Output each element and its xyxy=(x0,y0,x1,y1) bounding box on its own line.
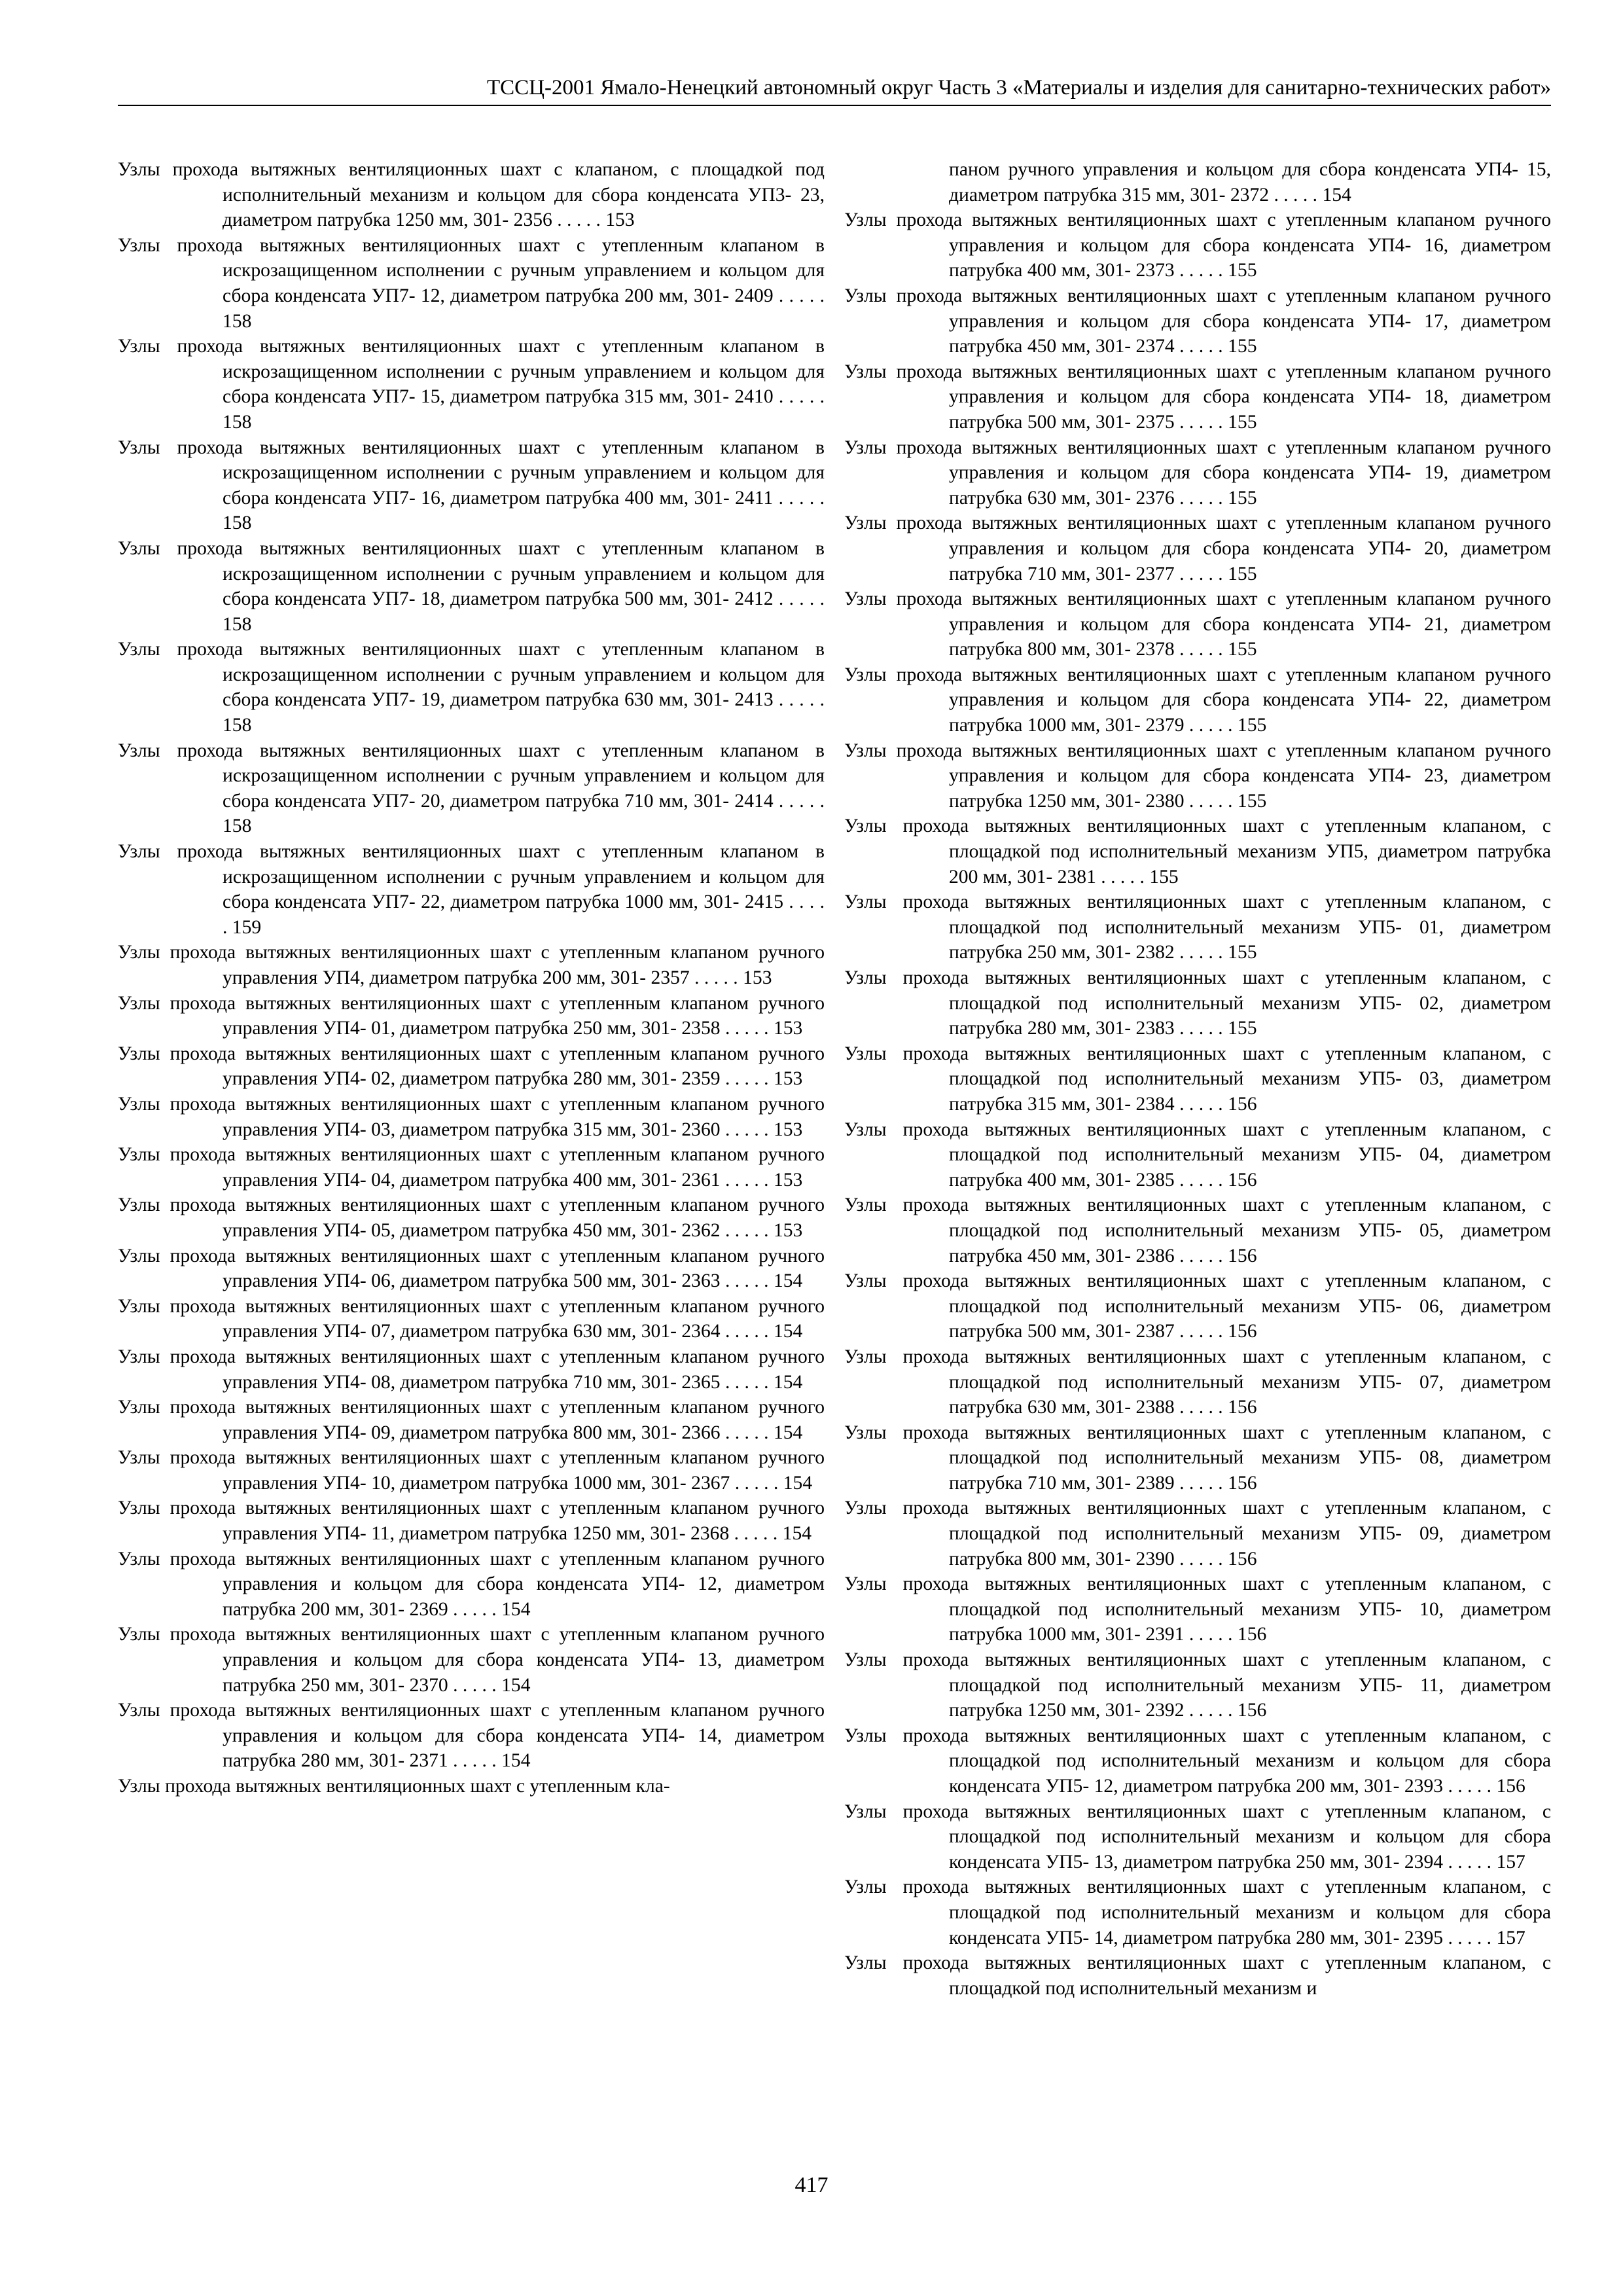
index-entry: Узлы прохода вытяжных вентиляционных шахт с утепленным клапаном в искрозащищенном исполнении с ручным управлением и кольцом для сбора конденсата УП7- 15, диаметром патрубка 315 мм, 301- 2410 . . . . . 158 xyxy=(118,336,825,433)
entry-page-ref: 153 xyxy=(773,1068,803,1090)
index-entry: Узлы прохода вытяжных вентиляционных шахт с утепленным клапаном в искрозащищенном исполнении с ручным управлением и кольцом для сбора конденсата УП7- 18, диаметром патрубка 500 мм, 301- 2412 . . . . . 158 xyxy=(118,537,825,635)
entry-text: Узлы прохода вытяжных вентиляционных шахт с клапаном, с площадкой под исполнительный механизм и кольцом для сбора конденсата УП3- 23, диаметром патрубка 1250 мм, 301- 2356 xyxy=(118,159,825,231)
page-number: 417 xyxy=(794,2173,829,2197)
entry-page-ref: 154 xyxy=(501,1674,531,1696)
entry-page-ref: 154 xyxy=(783,1472,813,1494)
index-entry: Узлы прохода вытяжных вентиляционных шахт с утепленным клапаном, с площадкой под исполнительный механизм УП5- 07, диаметром патрубка 630 мм, 301- 2388 . . . . . 156 xyxy=(844,1346,1551,1418)
entry-page-ref: 153 xyxy=(773,1219,803,1241)
entry-page-ref: 155 xyxy=(1149,866,1179,888)
entry-text: Узлы прохода вытяжных вентиляционных шахт с утепленным клапаном ручного управления УП4- 06, диаметром патрубка 500 мм, 301- 2363 xyxy=(118,1245,825,1292)
index-entry: Узлы прохода вытяжных вентиляционных шахт с утепленным клапаном, с площадкой под исполнительный механизм УП5- 05, диаметром патрубка 450 мм, 301- 2386 . . . . . 156 xyxy=(844,1194,1551,1266)
index-entry: Узлы прохода вытяжных вентиляционных шахт с утепленным клапаном ручного управления УП4- 01, диаметром патрубка 250 мм, 301- 2358 . . . . . 153 xyxy=(118,992,825,1039)
entry-text: Узлы прохода вытяжных вентиляционных шахт с утепленным клапаном в искрозащищенном исполнении с ручным управлением и кольцом для сбора конденсата УП7- 12, диаметром патрубка 200 мм, 301- 2409 xyxy=(118,234,825,306)
entry-page-ref: 153 xyxy=(605,209,635,231)
entry-text: Узлы прохода вытяжных вентиляционных шахт с утепленным клапаном ручного управления УП4- 04, диаметром патрубка 400 мм, 301- 2361 xyxy=(118,1144,825,1191)
entry-text: Узлы прохода вытяжных вентиляционных шахт с утепленным клапаном ручного управления и кольцом для сбора конденсата УП4- 16, диаметром патрубка 400 мм, 301- 2373 xyxy=(844,209,1551,281)
entry-text: Узлы прохода вытяжных вентиляционных шахт с утепленным клапаном, с площадкой под исполнительный механизм УП5- 02, диаметром патрубка 280 мм, 301- 2383 xyxy=(844,967,1551,1039)
entry-page-ref: 154 xyxy=(1322,184,1351,206)
entry-text: Узлы прохода вытяжных вентиляционных шахт с утепленным клапаном ручного управления УП4- 03, диаметром патрубка 315 мм, 301- 2360 xyxy=(118,1093,825,1140)
entry-page-ref: 155 xyxy=(1228,942,1257,963)
index-entry: паном ручного управления и кольцом для сбора конденсата УП4- 15, диаметром патрубка 315 мм, 301- 2372 . . . . . 154 xyxy=(949,159,1551,206)
index-entry: Узлы прохода вытяжных вентиляционных шахт с утепленным клапаном ручного управления и кольцом для сбора конденсата УП4- 16, диаметром патрубка 400 мм, 301- 2373 . . . . . 155 xyxy=(844,209,1551,281)
entry-text: Узлы прохода вытяжных вентиляционных шахт с утепленным клапаном, с площадкой под исполнительный механизм УП5- 07, диаметром патрубка 630 мм, 301- 2388 xyxy=(844,1346,1551,1418)
index-entry: Узлы прохода вытяжных вентиляционных шахт с утепленным клапаном ручного управления и кольцом для сбора конденсата УП4- 18, диаметром патрубка 500 мм, 301- 2375 . . . . . 155 xyxy=(844,361,1551,433)
entry-text: Узлы прохода вытяжных вентиляционных шахт с утепленным клапаном в искрозащищенном исполнении с ручным управлением и кольцом для сбора конденсата УП7- 16, диаметром патрубка 400 мм, 301- 2411 xyxy=(118,437,825,509)
entry-page-ref: 153 xyxy=(773,1169,803,1191)
index-entry: Узлы прохода вытяжных вентиляционных шахт с утепленным клапаном в искрозащищенном исполнении с ручным управлением и кольцом для сбора конденсата УП7- 19, диаметром патрубка 630 мм, 301- 2413 . . . . . 158 xyxy=(118,639,825,736)
index-entry: Узлы прохода вытяжных вентиляционных шахт с утепленным клапаном ручного управления и кольцом для сбора конденсата УП4- 23, диаметром патрубка 1250 мм, 301- 2380 . . . . . 155 xyxy=(844,740,1551,812)
entry-text: Узлы прохода вытяжных вентиляционных шахт с утепленным клапаном ручного управления и кольцом для сбора конденсата УП4- 17, диаметром патрубка 450 мм, 301- 2374 xyxy=(844,285,1551,357)
entry-page-ref: 158 xyxy=(223,411,252,433)
index-entry: Узлы прохода вытяжных вентиляционных шахт с утепленным клапаном, с площадкой под исполнительный механизм УП5- 09, диаметром патрубка 800 мм, 301- 2390 . . . . . 156 xyxy=(844,1498,1551,1570)
entry-page-ref: 154 xyxy=(773,1321,803,1342)
entry-page-ref: 155 xyxy=(1228,336,1257,357)
index-entry: Узлы прохода вытяжных вентиляционных шахт с клапаном, с площадкой под исполнительный механизм и кольцом для сбора конденсата УП3- 23, диаметром патрубка 1250 мм, 301- 2356 . . . . . 153 xyxy=(118,159,825,231)
index-entry: Узлы прохода вытяжных вентиляционных шахт с утепленным клапаном ручного управления и кольцом для сбора конденсата УП4- 21, диаметром патрубка 800 мм, 301- 2378 . . . . . 155 xyxy=(844,588,1551,660)
entry-page-ref: 155 xyxy=(1237,790,1267,812)
index-entry: Узлы прохода вытяжных вентиляционных шахт с утепленным клапаном ручного управления и кольцом для сбора конденсата УП4- 20, диаметром патрубка 710 мм, 301- 2377 . . . . . 155 xyxy=(844,512,1551,584)
entry-text: Узлы прохода вытяжных вентиляционных шахт с утепленным клапаном, с площадкой под исполнительный механизм и кольцом для сбора конденсата УП5- 14, диаметром патрубка 280 мм, 301- 2395 xyxy=(844,1876,1551,1948)
entry-page-ref: 155 xyxy=(1228,260,1257,281)
entry-text: Узлы прохода вытяжных вентиляционных шахт с утепленным клапаном ручного управления УП4, диаметром патрубка 200 мм, 301- 2357 xyxy=(118,942,825,988)
entry-page-ref: 159 xyxy=(232,916,262,938)
index-entry: Узлы прохода вытяжных вентиляционных шахт с утепленным клапаном, с площадкой под исполнительный механизм УП5- 06, диаметром патрубка 500 мм, 301- 2387 . . . . . 156 xyxy=(844,1270,1551,1342)
entry-page-ref: 158 xyxy=(223,715,252,736)
index-entry: Узлы прохода вытяжных вентиляционных шахт с утепленным клапаном ручного управления УП4- 03, диаметром патрубка 315 мм, 301- 2360 . . . . . 153 xyxy=(118,1093,825,1140)
entry-page-ref: 155 xyxy=(1228,411,1257,433)
entry-text: Узлы прохода вытяжных вентиляционных шахт с утепленным клапаном ручного управления УП4- 07, диаметром патрубка 630 мм, 301- 2364 xyxy=(118,1295,825,1342)
entry-text: Узлы прохода вытяжных вентиляционных шахт с утепленным клапаном ручного управления и кольцом для сбора конденсата УП4- 12, диаметром патрубка 200 мм, 301- 2369 xyxy=(118,1548,825,1620)
index-entry: Узлы прохода вытяжных вентиляционных шахт с утепленным клапаном, с площадкой под исполнительный механизм и кольцом для сбора конденсата УП5- 13, диаметром патрубка 250 мм, 301- 2394 . . . . . 157 xyxy=(844,1801,1551,1873)
entry-page-ref: 155 xyxy=(1228,563,1257,584)
entry-page-ref: 158 xyxy=(223,310,252,332)
entry-page-ref: 157 xyxy=(1496,1927,1525,1948)
index-column-right xyxy=(844,157,1551,2001)
entry-page-ref: 155 xyxy=(1228,639,1257,660)
entry-page-ref: 155 xyxy=(1237,715,1267,736)
index-entry: Узлы прохода вытяжных вентиляционных шахт с утепленным клапаном, с площадкой под исполнительный механизм УП5- 10, диаметром патрубка 1000 мм, 301- 2391 . . . . . 156 xyxy=(844,1573,1551,1645)
entry-text: Узлы прохода вытяжных вентиляционных шахт с утепленным клапаном ручного управления УП4- 01, диаметром патрубка 250 мм, 301- 2358 xyxy=(118,992,825,1039)
index-entry: Узлы прохода вытяжных вентиляционных шахт с утепленным клапаном ручного управления УП4- 09, диаметром патрубка 800 мм, 301- 2366 . . . . . 154 xyxy=(118,1397,825,1443)
index-entry: Узлы прохода вытяжных вентиляционных шахт с утепленным клапаном, с площадкой под исполнительный механизм УП5- 04, диаметром патрубка 400 мм, 301- 2385 . . . . . 156 xyxy=(844,1119,1551,1191)
entry-page-ref: 158 xyxy=(223,816,252,837)
entry-page-ref: 155 xyxy=(1228,487,1257,509)
index-entry: Узлы прохода вытяжных вентиляционных шахт с утепленным клапаном ручного управления УП4- 02, диаметром патрубка 280 мм, 301- 2359 . . . . . 153 xyxy=(118,1043,825,1090)
entry-text: Узлы прохода вытяжных вентиляционных шахт с утепленным клапаном, с площадкой под исполнительный механизм УП5, диаметром патрубка 200 мм, 301- 2381 xyxy=(844,816,1551,888)
index-column-left xyxy=(118,157,825,1799)
header-title: ТССЦ-2001 Ямало-Ненецкий автономный округ Часть 3 «Материалы и изделия для санитарно-технических работ» xyxy=(486,76,1551,99)
entry-text: Узлы прохода вытяжных вентиляционных шахт с утепленным кла- xyxy=(118,1776,670,1797)
index-entry: Узлы прохода вытяжных вентиляционных шахт с утепленным клапаном ручного управления УП4- 07, диаметром патрубка 630 мм, 301- 2364 . . . . . 154 xyxy=(118,1295,825,1342)
entry-text: Узлы прохода вытяжных вентиляционных шахт с утепленным клапаном в искрозащищенном исполнении с ручным управлением и кольцом для сбора конденсата УП7- 15, диаметром патрубка 315 мм, 301- 2410 xyxy=(118,336,825,408)
entry-page-ref: 158 xyxy=(223,613,252,635)
entry-text: Узлы прохода вытяжных вентиляционных шахт с утепленным клапаном ручного управления и кольцом для сбора конденсата УП4- 21, диаметром патрубка 800 мм, 301- 2378 xyxy=(844,588,1551,660)
index-entry: Узлы прохода вытяжных вентиляционных шахт с утепленным клапаном ручного управления и кольцом для сбора конденсата УП4- 19, диаметром патрубка 630 мм, 301- 2376 . . . . . 155 xyxy=(844,437,1551,509)
index-entry: Узлы прохода вытяжных вентиляционных шахт с утепленным клапаном, с площадкой под исполнительный механизм и кольцом для сбора конденсата УП5- 14, диаметром патрубка 280 мм, 301- 2395 . . . . . 157 xyxy=(844,1876,1551,1948)
index-entry: Узлы прохода вытяжных вентиляционных шахт с утепленным клапаном, с площадкой под исполнительный механизм УП5, диаметром патрубка 200 мм, 301- 2381 . . . . . 155 xyxy=(844,816,1551,888)
index-entry xyxy=(844,1950,1551,2001)
index-entry: Узлы прохода вытяжных вентиляционных шахт с утепленным клапаном ручного управления УП4- 08, диаметром патрубка 710 мм, 301- 2365 . . . . . 154 xyxy=(118,1346,825,1393)
index-entry: Узлы прохода вытяжных вентиляционных шахт с утепленным клапаном ручного управления УП4- 05, диаметром патрубка 450 мм, 301- 2362 . . . . . 153 xyxy=(118,1194,825,1241)
entry-text: Узлы прохода вытяжных вентиляционных шахт с утепленным клапаном ручного управления УП4- 05, диаметром патрубка 450 мм, 301- 2362 xyxy=(118,1194,825,1241)
entry-text: Узлы прохода вытяжных вентиляционных шахт с утепленным клапаном, с площадкой под исполнительный механизм УП5- 03, диаметром патрубка 315 мм, 301- 2384 xyxy=(844,1043,1551,1115)
entry-text: Узлы прохода вытяжных вентиляционных шахт с утепленным клапаном, с площадкой под исполнительный механизм УП5- 08, диаметром патрубка 710 мм, 301- 2389 xyxy=(844,1422,1551,1494)
entry-page-ref: 156 xyxy=(1496,1776,1525,1797)
entry-page-ref: 154 xyxy=(773,1270,803,1292)
index-entry: Узлы прохода вытяжных вентиляционных шахт с утепленным клапаном ручного управления и кольцом для сбора конденсата УП4- 17, диаметром патрубка 450 мм, 301- 2374 . . . . . 155 xyxy=(844,285,1551,357)
index-entry xyxy=(118,1774,825,1799)
entry-text: Узлы прохода вытяжных вентиляционных шахт с утепленным клапаном, с площадкой под исполнительный механизм и кольцом для сбора конденсата УП5- 12, диаметром патрубка 200 мм, 301- 2393 xyxy=(844,1725,1551,1797)
entry-text: Узлы прохода вытяжных вентиляционных шахт с утепленным клапаном, с площадкой под исполнительный механизм УП5- 11, диаметром патрубка 1250 мм, 301- 2392 xyxy=(844,1649,1551,1721)
entry-page-ref: 154 xyxy=(501,1598,531,1620)
entry-page-ref: 156 xyxy=(1237,1700,1267,1721)
index-entry: Узлы прохода вытяжных вентиляционных шахт с утепленным клапаном ручного управления УП4- 11, диаметром патрубка 1250 мм, 301- 2368 . . . . . 154 xyxy=(118,1498,825,1545)
index-entry: Узлы прохода вытяжных вентиляционных шахт с утепленным клапаном ручного управления УП4- 06, диаметром патрубка 500 мм, 301- 2363 . . . . . 154 xyxy=(118,1245,825,1292)
entry-text: Узлы прохода вытяжных вентиляционных шахт с утепленным клапаном, с площадкой под исполнительный механизм УП5- 01, диаметром патрубка 250 мм, 301- 2382 xyxy=(844,891,1551,963)
index-entry: Узлы прохода вытяжных вентиляционных шахт с утепленным клапаном ручного управления УП4- 04, диаметром патрубка 400 мм, 301- 2361 . . . . . 153 xyxy=(118,1144,825,1191)
entry-page-ref: 153 xyxy=(743,967,772,988)
entry-page-ref: 156 xyxy=(1228,1245,1257,1266)
entry-page-ref: 156 xyxy=(1228,1397,1257,1418)
entry-page-ref: 156 xyxy=(1228,1093,1257,1115)
entry-text: Узлы прохода вытяжных вентиляционных шахт с утепленным клапаном ручного управления и кольцом для сбора конденсата УП4- 19, диаметром патрубка 630 мм, 301- 2376 xyxy=(844,437,1551,509)
index-entry: Узлы прохода вытяжных вентиляционных шахт с утепленным клапаном в искрозащищенном исполнении с ручным управлением и кольцом для сбора конденсата УП7- 16, диаметром патрубка 400 мм, 301- 2411 . . . . . 158 xyxy=(118,437,825,534)
entry-page-ref: 158 xyxy=(223,512,252,534)
entry-text: Узлы прохода вытяжных вентиляционных шахт с утепленным клапаном ручного управления УП4- 08, диаметром патрубка 710 мм, 301- 2365 xyxy=(118,1346,825,1393)
running-header xyxy=(118,71,1551,106)
entry-page-ref: 154 xyxy=(773,1422,803,1443)
entry-text: Узлы прохода вытяжных вентиляционных шахт с утепленным клапаном, с площадкой под исполнительный механизм УП5- 05, диаметром патрубка 450 мм, 301- 2386 xyxy=(844,1194,1551,1266)
entry-page-ref: 156 xyxy=(1237,1624,1267,1645)
entry-page-ref: 154 xyxy=(501,1750,531,1772)
entry-text: Узлы прохода вытяжных вентиляционных шахт с утепленным клапаном в искрозащищенном исполнении с ручным управлением и кольцом для сбора конденсата УП7- 20, диаметром патрубка 710 мм, 301- 2414 xyxy=(118,740,825,812)
entry-page-ref: 155 xyxy=(1228,1018,1257,1039)
entry-text: Узлы прохода вытяжных вентиляционных шахт с утепленным клапаном, с площадкой под исполнительный механизм УП5- 06, диаметром патрубка 500 мм, 301- 2387 xyxy=(844,1270,1551,1342)
entry-text: Узлы прохода вытяжных вентиляционных шахт с утепленным клапаном ручного управления УП4- 02, диаметром патрубка 280 мм, 301- 2359 xyxy=(118,1043,825,1090)
entry-text: Узлы прохода вытяжных вентиляционных шахт с утепленным клапаном в искрозащищенном исполнении с ручным управлением и кольцом для сбора конденсата УП7- 19, диаметром патрубка 630 мм, 301- 2413 xyxy=(118,639,825,711)
index-entry: Узлы прохода вытяжных вентиляционных шахт с утепленным клапаном ручного управления УП4- 10, диаметром патрубка 1000 мм, 301- 2367 . . . . . 154 xyxy=(118,1447,825,1494)
index-entry: Узлы прохода вытяжных вентиляционных шахт с утепленным клапаном, с площадкой под исполнительный механизм УП5- 01, диаметром патрубка 250 мм, 301- 2382 . . . . . 155 xyxy=(844,891,1551,963)
index-entry: Узлы прохода вытяжных вентиляционных шахт с утепленным клапаном в искрозащищенном исполнении с ручным управлением и кольцом для сбора конденсата УП7- 22, диаметром патрубка 1000 мм, 301- 2415 . . . . . 159 xyxy=(118,841,825,938)
entry-text: Узлы прохода вытяжных вентиляционных шахт с утепленным клапаном ручного управления УП4- 10, диаметром патрубка 1000 мм, 301- 2367 xyxy=(118,1447,825,1494)
index-entry: Узлы прохода вытяжных вентиляционных шахт с утепленным клапаном, с площадкой под исполнительный механизм УП5- 02, диаметром патрубка 280 мм, 301- 2383 . . . . . 155 xyxy=(844,967,1551,1039)
entry-text: Узлы прохода вытяжных вентиляционных шахт с утепленным клапаном в искрозащищенном исполнении с ручным управлением и кольцом для сбора конденсата УП7- 18, диаметром патрубка 500 мм, 301- 2412 xyxy=(118,537,825,610)
entry-text: Узлы прохода вытяжных вентиляционных шахт с утепленным клапаном ручного управления и кольцом для сбора конденсата УП4- 14, диаметром патрубка 280 мм, 301- 2371 xyxy=(118,1700,825,1772)
entry-page-ref: 156 xyxy=(1228,1548,1257,1570)
entry-page-ref: 153 xyxy=(773,1119,803,1140)
entry-text: Узлы прохода вытяжных вентиляционных шахт с утепленным клапаном ручного управления УП4- 09, диаметром патрубка 800 мм, 301- 2366 xyxy=(118,1397,825,1443)
entry-text: Узлы прохода вытяжных вентиляционных шахт с утепленным клапаном, с площадкой под исполнительный механизм УП5- 04, диаметром патрубка 400 мм, 301- 2385 xyxy=(844,1119,1551,1191)
entry-text: Узлы прохода вытяжных вентиляционных шахт с утепленным клапаном, с площадкой под исполнительный механизм и кольцом для сбора конденсата УП5- 13, диаметром патрубка 250 мм, 301- 2394 xyxy=(844,1801,1551,1873)
index-entry: Узлы прохода вытяжных вентиляционных шахт с утепленным клапаном ручного управления и кольцом для сбора конденсата УП4- 13, диаметром патрубка 250 мм, 301- 2370 . . . . . 154 xyxy=(118,1624,825,1696)
index-entry: Узлы прохода вытяжных вентиляционных шахт с утепленным клапаном, с площадкой под исполнительный механизм и кольцом для сбора конденсата УП5- 12, диаметром патрубка 200 мм, 301- 2393 . . . . . 156 xyxy=(844,1725,1551,1797)
entry-page-ref: 156 xyxy=(1228,1169,1257,1191)
index-entry: Узлы прохода вытяжных вентиляционных шахт с утепленным клапаном ручного управления и кольцом для сбора конденсата УП4- 12, диаметром патрубка 200 мм, 301- 2369 . . . . . 154 xyxy=(118,1548,825,1620)
entry-page-ref: 153 xyxy=(773,1018,803,1039)
index-entry: Узлы прохода вытяжных вентиляционных шахт с утепленным клапаном ручного управления и кольцом для сбора конденсата УП4- 14, диаметром патрубка 280 мм, 301- 2371 . . . . . 154 xyxy=(118,1700,825,1772)
index-entry: Узлы прохода вытяжных вентиляционных шахт с утепленным клапаном, с площадкой под исполнительный механизм УП5- 03, диаметром патрубка 315 мм, 301- 2384 . . . . . 156 xyxy=(844,1043,1551,1115)
entry-page-ref: 154 xyxy=(782,1523,812,1545)
entry-text: Узлы прохода вытяжных вентиляционных шахт с утепленным клапаном ручного управления и кольцом для сбора конденсата УП4- 18, диаметром патрубка 500 мм, 301- 2375 xyxy=(844,361,1551,433)
entry-page-ref: 156 xyxy=(1228,1472,1257,1494)
index-entry: Узлы прохода вытяжных вентиляционных шахт с утепленным клапаном, с площадкой под исполнительный механизм УП5- 08, диаметром патрубка 710 мм, 301- 2389 . . . . . 156 xyxy=(844,1422,1551,1494)
index-entry: Узлы прохода вытяжных вентиляционных шахт с утепленным клапаном ручного управления УП4, диаметром патрубка 200 мм, 301- 2357 . . . . . 153 xyxy=(118,942,825,988)
entry-page-ref: 157 xyxy=(1496,1851,1525,1873)
entry-text: Узлы прохода вытяжных вентиляционных шахт с утепленным клапаном, с площадкой под исполнительный механизм УП5- 09, диаметром патрубка 800 мм, 301- 2390 xyxy=(844,1498,1551,1570)
entry-text: Узлы прохода вытяжных вентиляционных шахт с утепленным клапаном в искрозащищенном исполнении с ручным управлением и кольцом для сбора конденсата УП7- 22, диаметром патрубка 1000 мм, 301- 2415 xyxy=(118,841,825,913)
entry-text: Узлы прохода вытяжных вентиляционных шахт с утепленным клапаном ручного управления УП4- 11, диаметром патрубка 1250 мм, 301- 2368 xyxy=(118,1498,825,1545)
entry-text: Узлы прохода вытяжных вентиляционных шахт с утепленным клапаном ручного управления и кольцом для сбора конденсата УП4- 13, диаметром патрубка 250 мм, 301- 2370 xyxy=(118,1624,825,1696)
entry-text: Узлы прохода вытяжных вентиляционных шахт с утепленным клапаном ручного управления и кольцом для сбора конденсата УП4- 22, диаметром патрубка 1000 мм, 301- 2379 xyxy=(844,664,1551,736)
entry-text: Узлы прохода вытяжных вентиляционных шахт с утепленным клапаном, с площадкой под исполнительный механизм и xyxy=(844,1952,1551,1999)
entry-page-ref: 154 xyxy=(773,1371,803,1393)
entry-text: Узлы прохода вытяжных вентиляционных шахт с утепленным клапаном, с площадкой под исполнительный механизм УП5- 10, диаметром патрубка 1000 мм, 301- 2391 xyxy=(844,1573,1551,1645)
index-entry: Узлы прохода вытяжных вентиляционных шахт с утепленным клапаном в искрозащищенном исполнении с ручным управлением и кольцом для сбора конденсата УП7- 20, диаметром патрубка 710 мм, 301- 2414 . . . . . 158 xyxy=(118,740,825,837)
index-entry: Узлы прохода вытяжных вентиляционных шахт с утепленным клапаном в искрозащищенном исполнении с ручным управлением и кольцом для сбора конденсата УП7- 12, диаметром патрубка 200 мм, 301- 2409 . . . . . 158 xyxy=(118,234,825,332)
entry-text: Узлы прохода вытяжных вентиляционных шахт с утепленным клапаном ручного управления и кольцом для сбора конденсата УП4- 20, диаметром патрубка 710 мм, 301- 2377 xyxy=(844,512,1551,584)
entry-text: паном ручного управления и кольцом для сбора конденсата УП4- 15, диаметром патрубка 315 мм, 301- 2372 xyxy=(949,159,1551,206)
index-entry: Узлы прохода вытяжных вентиляционных шахт с утепленным клапаном ручного управления и кольцом для сбора конденсата УП4- 22, диаметром патрубка 1000 мм, 301- 2379 . . . . . 155 xyxy=(844,664,1551,736)
entry-page-ref: 156 xyxy=(1228,1321,1257,1342)
index-entry: Узлы прохода вытяжных вентиляционных шахт с утепленным клапаном, с площадкой под исполнительный механизм УП5- 11, диаметром патрубка 1250 мм, 301- 2392 . . . . . 156 xyxy=(844,1649,1551,1721)
entry-text: Узлы прохода вытяжных вентиляционных шахт с утепленным клапаном ручного управления и кольцом для сбора конденсата УП4- 23, диаметром патрубка 1250 мм, 301- 2380 xyxy=(844,740,1551,812)
